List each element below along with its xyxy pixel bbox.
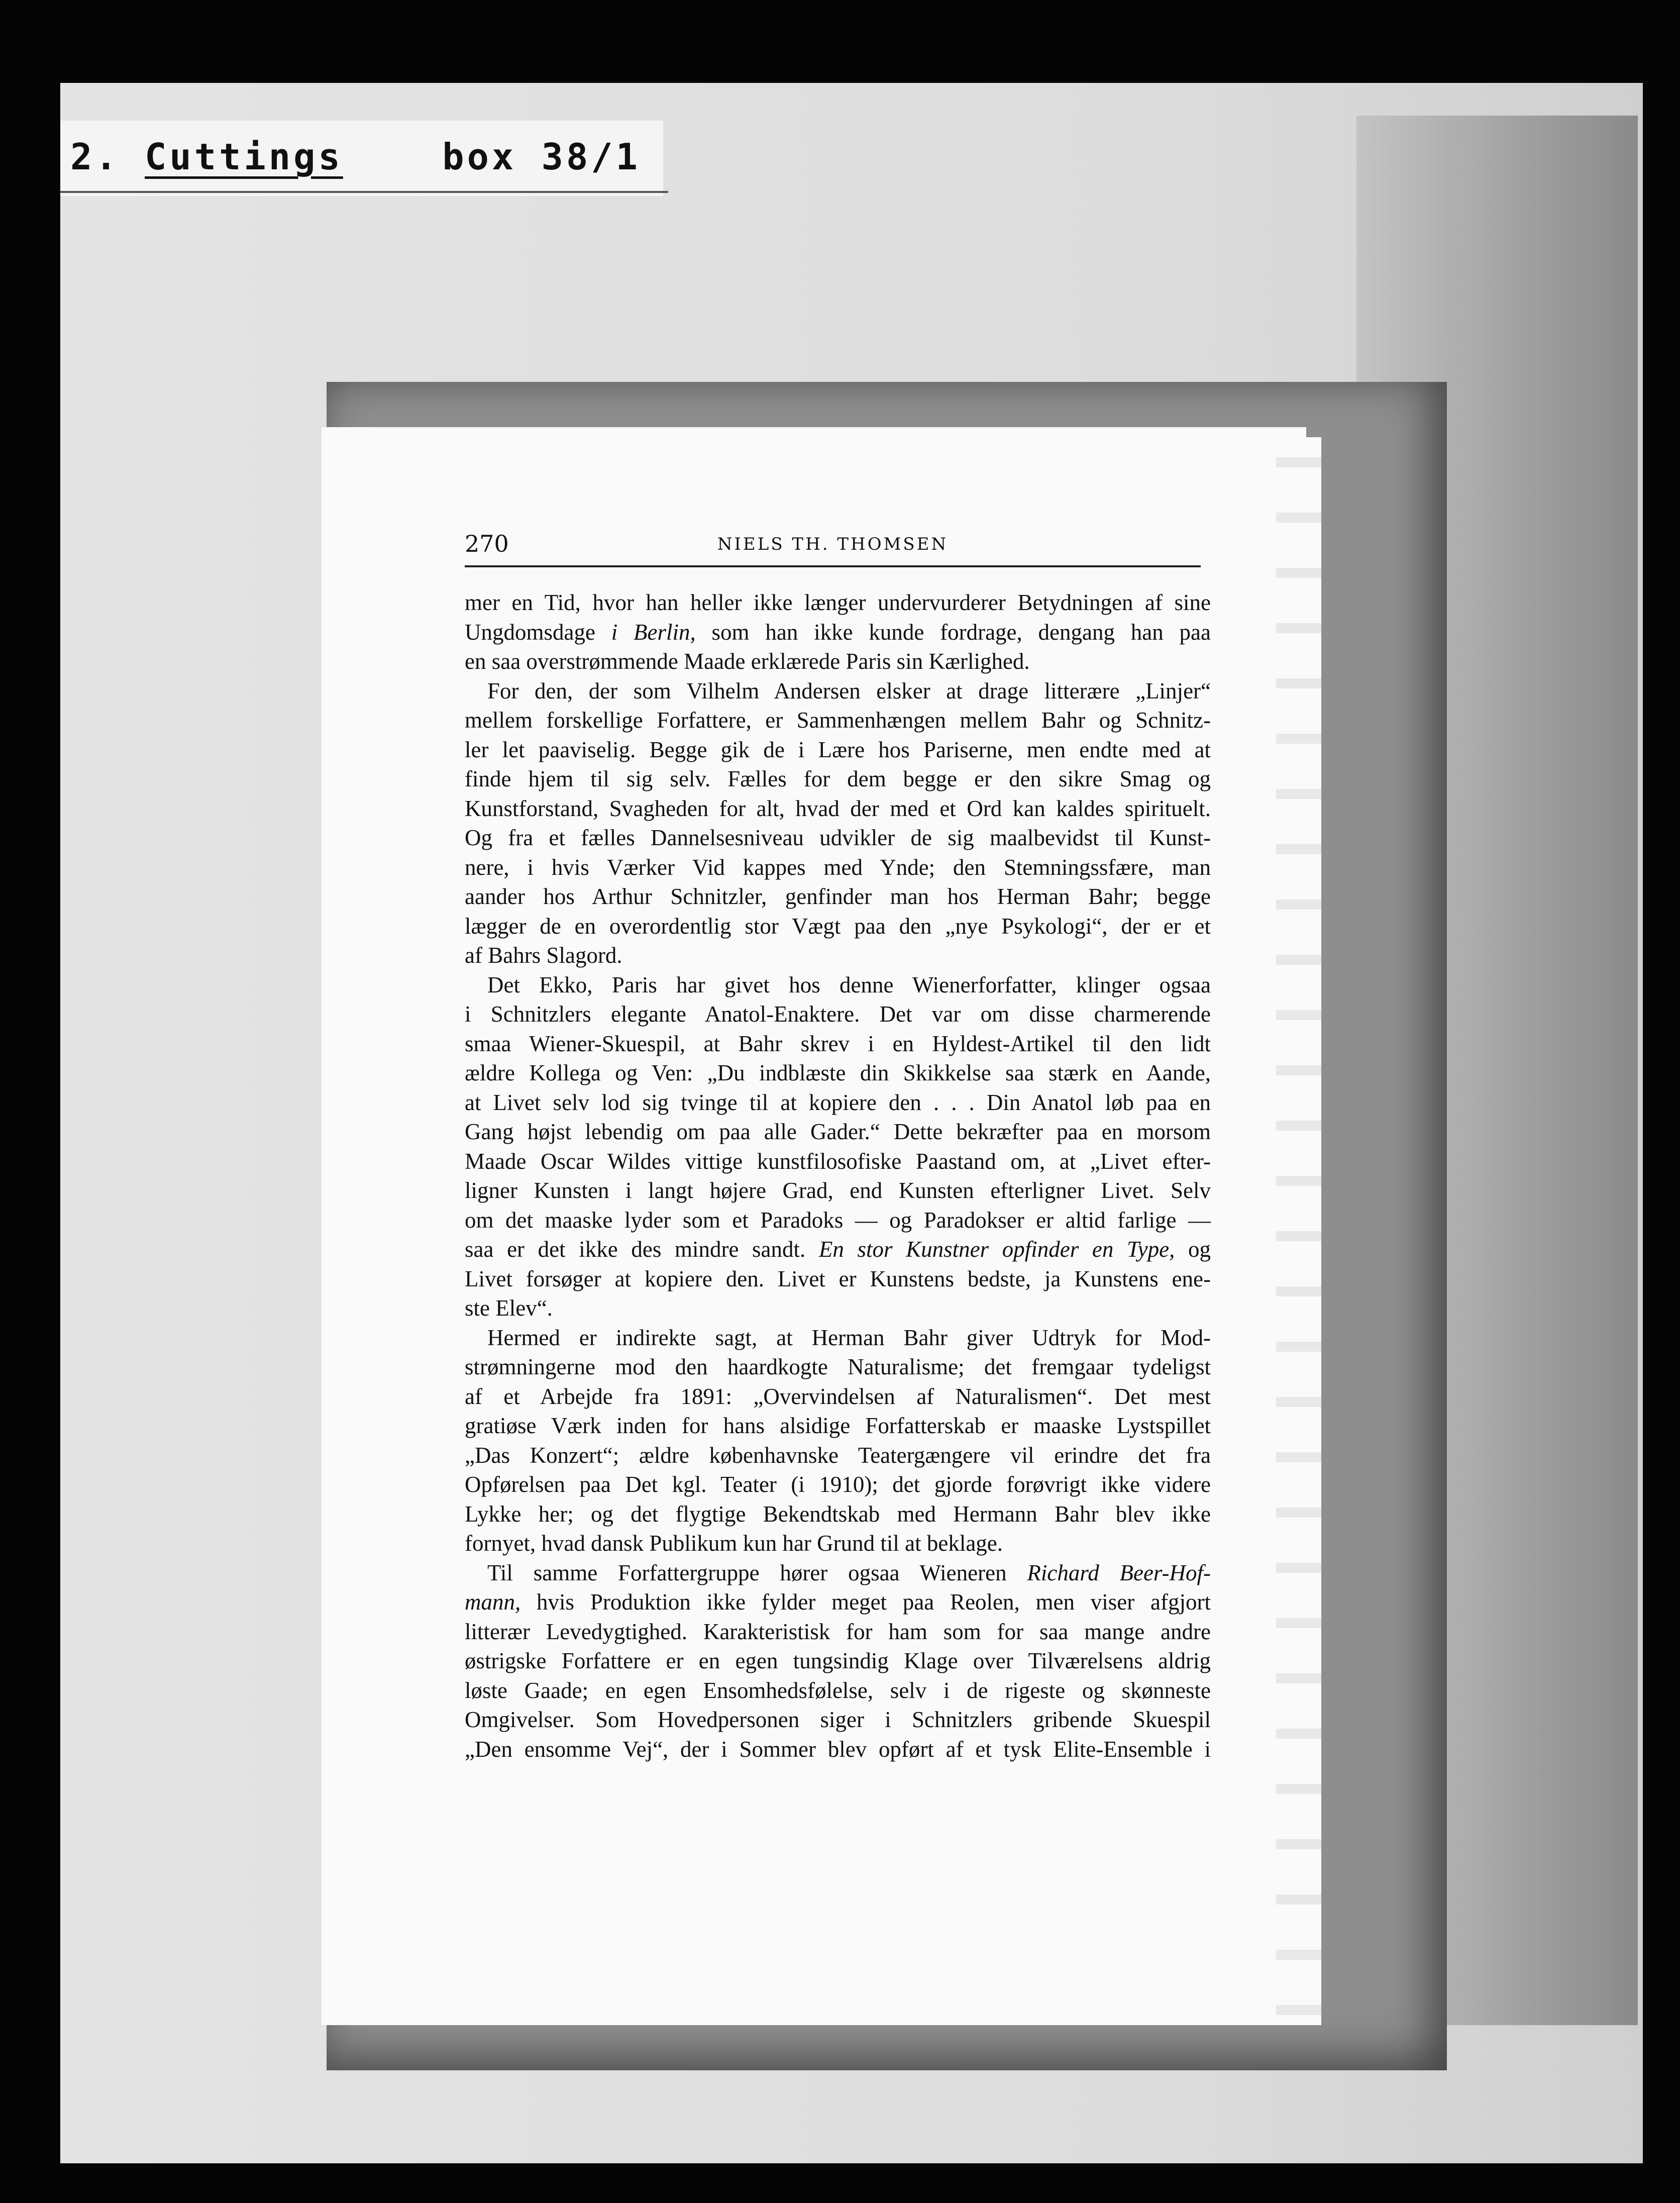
running-head bbox=[465, 530, 1201, 567]
text-line: „Das Konzert“; ældre københavnske Teatergængere vil erindre det fra bbox=[465, 1442, 1211, 1468]
text-line: mellem forskellige Forfattere, er Sammenhængen mellem Bahr og Schnitz- bbox=[465, 708, 1211, 733]
running-title: NIELS TH. THOMSEN bbox=[717, 534, 949, 554]
text-run: hvis Produktion ikke fylder meget paa Reolen, men viser afgjort bbox=[520, 1589, 1211, 1615]
text-line: Lykke her; og det flygtige Bekendtskab med Hermann Bahr blev ikke bbox=[465, 1501, 1211, 1527]
italic-run: En stor Kunstner opfinder en Type, bbox=[818, 1237, 1175, 1262]
text-line bbox=[465, 618, 1211, 647]
text-run: Til samme Forfattergruppe hører ogsaa Wieneren bbox=[487, 1560, 1027, 1585]
text-line: ældre Kollega og Ven: „Du indblæste din Skikkelse saa stærk en Aande, bbox=[465, 1060, 1211, 1085]
text-line: Hermed er indirekte sagt, at Herman Bahr giver Udtryk for Mod- bbox=[487, 1325, 1211, 1350]
text-line: For den, der som Vilhelm Andersen elsker at drage litterære „Linjer“ bbox=[487, 678, 1211, 704]
text-line: strømningerne mod den haardkogte Naturalisme; det fremgaar tydeligst bbox=[465, 1354, 1211, 1379]
italic-run: mann, bbox=[465, 1589, 521, 1615]
text-line: løste Gaade; en egen Ensomhedsfølelse, selv i de rigeste og skønneste bbox=[465, 1677, 1211, 1703]
text-run: som han ikke kunde fordrage, dengang han paa bbox=[695, 619, 1211, 645]
page-number: 270 bbox=[465, 530, 509, 557]
text-line: fornyet, hvad dansk Publikum kun har Grund til at beklage. bbox=[465, 1531, 1003, 1556]
text-line bbox=[465, 1558, 1211, 1588]
text-run: Ungdomsdage bbox=[465, 619, 611, 645]
text-line: at Livet selv lod sig tvinge til at kopiere den . . . Din Anatol løb paa en bbox=[465, 1089, 1211, 1115]
text-line: aander hos Arthur Schnitzler, genfinder man hos Herman Bahr; begge bbox=[465, 884, 1211, 909]
text-line: østrigske Forfattere er en egen tungsindig Klage over Tilværelsens aldrig bbox=[465, 1648, 1211, 1673]
text-run: saa er det ikke des mindre sandt. bbox=[465, 1237, 819, 1262]
text-line: Livet forsøger at kopiere den. Livet er Kunstens bedste, ja Kunstens ene- bbox=[465, 1266, 1211, 1291]
text-line: om det maaske lyder som et Paradoks — og Paradokser er altid farlige — bbox=[465, 1207, 1211, 1233]
text-line: „Den ensomme Vej“, der i Sommer blev opført af et tysk Elite-Ensemble i bbox=[465, 1736, 1211, 1762]
text-line: Gang højst lebendig om paa alle Gader.“ Dette bekræfter paa en morsom bbox=[465, 1119, 1211, 1144]
text-line: Og fra et fælles Dannelsesniveau udvikler de sig maalbevidst til Kunst- bbox=[465, 825, 1211, 850]
article-body bbox=[465, 588, 1211, 1764]
text-line: ste Elev“. bbox=[465, 1295, 553, 1321]
label-rule bbox=[60, 191, 668, 193]
text-line: gratiøse Værk inden for hans alsidige Forfatterskab er maaske Lystspillet bbox=[465, 1413, 1211, 1438]
text-line: af Bahrs Slagord. bbox=[465, 943, 622, 968]
text-line: ler let paaviselig. Begge gik de i Lære hos Pariserne, men endte med at bbox=[465, 737, 1211, 762]
label-prefix: 2. bbox=[70, 136, 145, 178]
text-line: Omgivelser. Som Hovedpersonen siger i Schnitzlers gribende Skuespil bbox=[465, 1707, 1211, 1732]
text-line: i Schnitzlers elegante Anatol-Enaktere. Det var om disse charmerende bbox=[465, 1002, 1211, 1027]
text-line: af et Arbejde fra 1891: „Overvindelsen af Naturalismen“. Det mest bbox=[465, 1383, 1211, 1409]
text-line bbox=[465, 1587, 1211, 1617]
text-line: smaa Wiener-Skuespil, at Bahr skrev i en Hyldest-Artikel til den lidt bbox=[465, 1031, 1211, 1056]
italic-run: Richard Beer-Hof- bbox=[1027, 1560, 1211, 1585]
text-line: en saa overstrømmende Maade erklærede Paris sin Kærlighed. bbox=[465, 649, 1030, 674]
label-box-number: box 38/1 bbox=[442, 136, 641, 178]
text-line bbox=[465, 1235, 1211, 1264]
archive-label bbox=[70, 132, 653, 182]
text-line: Maade Oscar Wildes vittige kunstfilosofiske Paastand om, at „Livet efter- bbox=[465, 1148, 1211, 1174]
text-run: og bbox=[1175, 1237, 1211, 1262]
text-line: Det Ekko, Paris har givet hos denne Wienerforfatter, klinger ogsaa bbox=[487, 972, 1211, 997]
text-line: Opførelsen paa Det kgl. Teater (i 1910); det gjorde forøvrigt ikke videre bbox=[465, 1472, 1211, 1497]
italic-run: i Berlin, bbox=[611, 619, 696, 645]
text-line: litterær Levedygtighed. Karakteristisk for ham som for saa mange andre bbox=[465, 1619, 1211, 1644]
text-line: lægger de en overordentlig stor Vægt paa den „nye Psykologi“, der er et bbox=[465, 913, 1211, 939]
label-category: Cuttings bbox=[145, 136, 343, 178]
text-line: Kunstforstand, Svagheden for alt, hvad der med et Ord kan kaldes spirituelt. bbox=[465, 795, 1211, 821]
text-line: mer en Tid, hvor han heller ikke længer undervurderer Betydningen af sine bbox=[465, 590, 1211, 615]
text-line: nere, i hvis Værker Vid kappes med Ynde; den Stemningssfære, man bbox=[465, 854, 1211, 880]
torn-page-edge bbox=[1276, 437, 1321, 2025]
text-line: finde hjem til sig selv. Fælles for dem begge er den sikre Smag og bbox=[465, 766, 1211, 791]
text-line: ligner Kunsten i langt højere Grad, end Kunsten efterligner Livet. Selv bbox=[465, 1178, 1211, 1203]
